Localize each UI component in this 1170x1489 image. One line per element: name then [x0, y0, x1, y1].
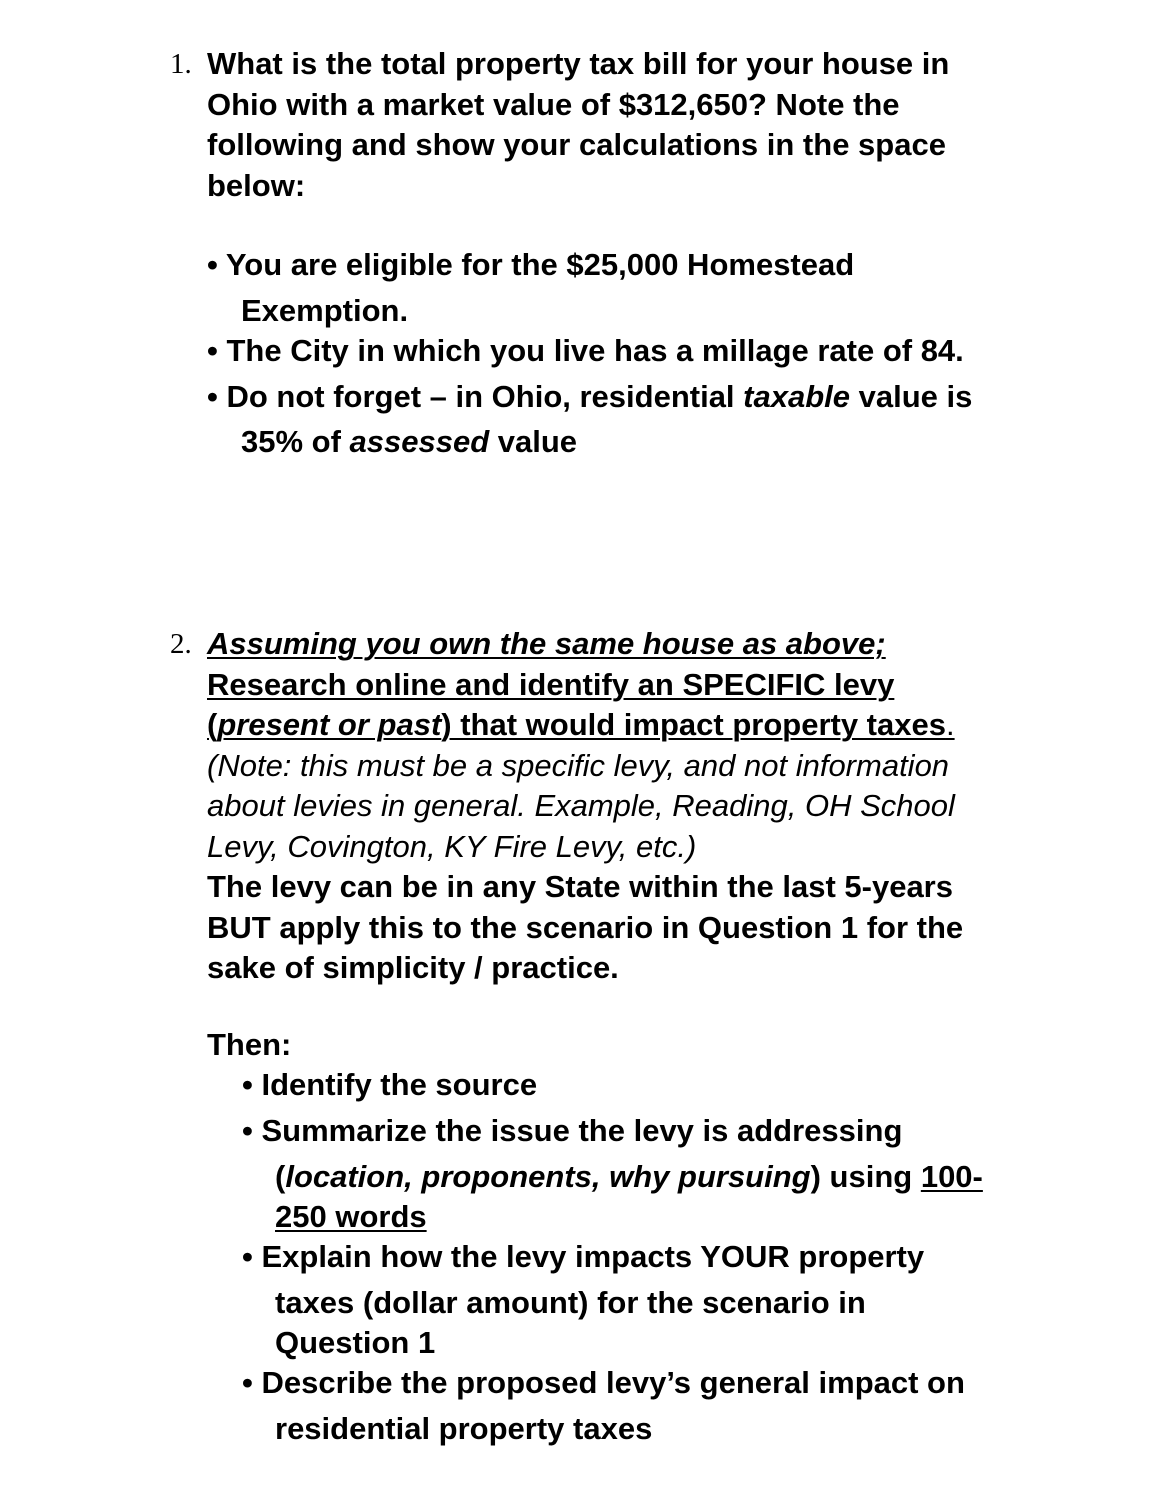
question-1-number: 1. [170, 48, 192, 80]
q2-task-describe-general-cont: residential property taxes [275, 1411, 653, 1446]
q2-task-explain-impact: • Explain how the levy impacts YOUR property [242, 1239, 925, 1274]
question-1-prompt [207, 44, 1157, 206]
question-2-note: (Note: this must be a specific levy, and not information [207, 747, 950, 783]
question-2-note: about levies in general. Example, Reading, OH School [207, 788, 955, 823]
q2-task-summarize-cont: (location, proponents, why pursuing) using 100- [275, 1159, 983, 1194]
q2-task-word-count: 250 words [275, 1199, 427, 1234]
q2-task-explain-impact-cont: taxes (dollar amount) for the scenario in [275, 1285, 866, 1320]
q1-bullet-millage: • The City in which you live has a millage rate of 84. [207, 333, 964, 368]
question-2-body: BUT apply this to the scenario in Question 1 for the [207, 909, 964, 945]
q1-bullet-taxable-value-cont: 35% of assessed value [241, 424, 578, 459]
q1-bullet-taxable-value: • Do not forget – in Ohio, residential taxable value is [207, 379, 973, 414]
question-1-line: Ohio with a market value of $312,650? Note the [207, 86, 900, 122]
question-2-prompt [207, 624, 1157, 989]
question-2-then: Then: [207, 1027, 292, 1062]
question-1-line: following and show your calculations in the space [207, 127, 946, 162]
question-1-line: What is the total property tax bill for your house in [207, 46, 950, 81]
q1-bullet-homestead-cont: Exemption. [241, 293, 409, 328]
question-2-research-cont: (present or past) that would impact property taxes. [207, 707, 955, 742]
question-2-number: 2. [170, 628, 192, 660]
question-2-body: The levy can be in any State within the last 5-years [207, 869, 953, 904]
question-2-research: Research online and identify an SPECIFIC levy [207, 666, 895, 702]
question-1-line: below: [207, 167, 306, 203]
q2-task-identify-source: • Identify the source [242, 1067, 538, 1102]
question-2-note: Levy, Covington, KY Fire Levy, etc.) [207, 828, 697, 864]
question-2-body: sake of simplicity / practice. [207, 950, 619, 985]
q2-task-describe-general: • Describe the proposed levy’s general impact on [242, 1365, 965, 1400]
q1-bullet-homestead: • You are eligible for the $25,000 Homestead [207, 247, 855, 282]
q2-task-explain-impact-cont: Question 1 [275, 1325, 436, 1360]
question-2-assumption: Assuming you own the same house as above; [207, 626, 886, 661]
q2-task-summarize: • Summarize the issue the levy is addressing [242, 1113, 903, 1148]
